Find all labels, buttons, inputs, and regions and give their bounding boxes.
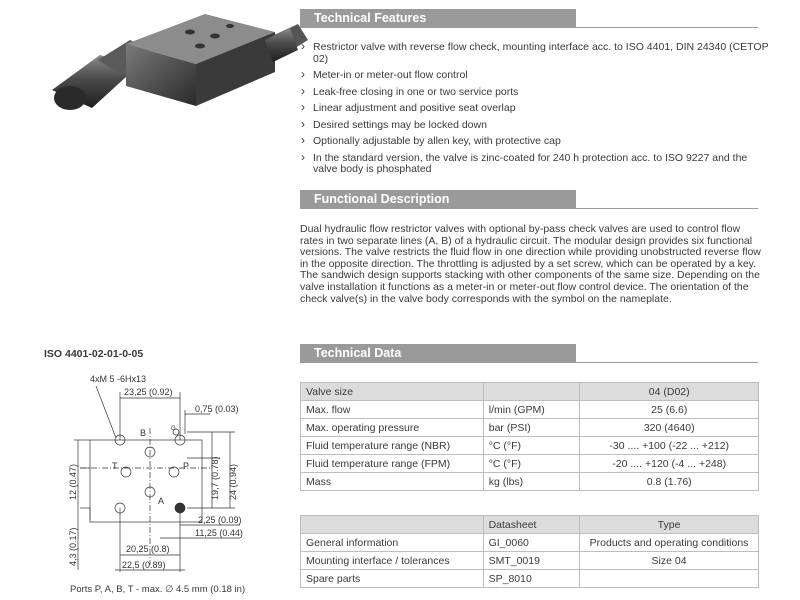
table-row — [301, 437, 759, 455]
thread-spec-label: 4xM 5 -6Hx13 — [90, 374, 147, 384]
section-rule — [576, 27, 758, 28]
table-cell: Type — [580, 516, 759, 534]
table-cell: Fluid temperature range (FPM) — [301, 455, 484, 473]
dimension-label: 23,25 (0.92) — [124, 387, 173, 397]
table-cell: GI_0060 — [483, 534, 580, 552]
table-cell — [483, 383, 580, 401]
dimension-label: 20,25 (0.8) — [126, 544, 170, 554]
table-cell: Valve size — [301, 383, 484, 401]
dimension-label: 0,75 (0.03) — [195, 404, 239, 414]
table-row — [301, 419, 759, 437]
dimension-label: 4,3 (0.17) — [68, 527, 78, 566]
dimension-label: 12 (0.47) — [68, 463, 78, 500]
table-cell: bar (PSI) — [483, 419, 580, 437]
table-cell: Max. operating pressure — [301, 419, 484, 437]
table-cell: SP_8010 — [483, 570, 580, 588]
technical-features-header: Technical Features — [300, 9, 576, 28]
iso-code-label: ISO 4401-02-01-0-05 — [44, 348, 144, 360]
table-cell: °C (°F) — [483, 437, 580, 455]
feature-item: › Linear adjustment and positive seat overlap — [300, 103, 770, 115]
ports-caption: Ports P, A, B, T - max. ∅ 4.5 mm (0.18 in) — [70, 584, 246, 595]
valve-product-image — [40, 10, 310, 120]
table-cell: l/min (GPM) — [483, 401, 580, 419]
feature-item: › Restrictor valve with reverse flow check, mounting interface acc. to ISO 4401, DIN 24340 (CETOP 02) — [300, 42, 770, 65]
table-cell: Datasheet — [483, 516, 580, 534]
dimension-label: 2,25 (0.09) — [198, 515, 242, 525]
table-row — [301, 570, 759, 588]
table-cell: Mass — [301, 473, 484, 491]
table-cell: 04 (D02) — [580, 383, 759, 401]
port-label-t: T — [112, 461, 118, 471]
port-label-p: P — [183, 461, 190, 471]
section-rule — [576, 208, 758, 209]
table-cell: -30 .... +100 (-22 ... +212) — [580, 437, 759, 455]
mounting-interface-drawing — [60, 370, 260, 582]
dimension-label: 24 (0.94) — [228, 463, 238, 500]
table-row — [301, 534, 759, 552]
table-cell: 320 (4640) — [580, 419, 759, 437]
table-cell: SMT_0019 — [483, 552, 580, 570]
feature-item: › Leak-free closing in one or two service ports — [300, 87, 770, 99]
section-rule — [576, 362, 758, 363]
table-cell: 25 (6.6) — [580, 401, 759, 419]
table-row — [301, 473, 759, 491]
datasheet-table — [300, 515, 759, 588]
table-row — [301, 401, 759, 419]
features-list — [300, 42, 770, 181]
technical-data-table — [300, 382, 759, 491]
table-cell: kg (lbs) — [483, 473, 580, 491]
feature-item: › Desired settings may be locked down — [300, 120, 770, 132]
port-label-g: G — [171, 426, 176, 432]
table-cell: General information — [301, 534, 484, 552]
table-cell: Max. flow — [301, 401, 484, 419]
table-cell: Mounting interface / tolerances — [301, 552, 484, 570]
technical-data-header: Technical Data — [300, 344, 576, 363]
dimension-label: 22,5 (0.89) — [122, 560, 166, 570]
table-cell: Products and operating conditions — [580, 534, 759, 552]
table-cell: °C (°F) — [483, 455, 580, 473]
dimension-label: 11,25 (0.44) — [195, 528, 243, 538]
feature-item: › In the standard version, the valve is zinc-coated for 240 h protection acc. to ISO 9227 and the valve body is phosphated — [300, 153, 770, 176]
table-cell: -20 .... +120 (-4 ... +248) — [580, 455, 759, 473]
functional-description-header: Functional Description — [300, 190, 576, 209]
table-row — [301, 552, 759, 570]
dimension-label: 19,7 (0.78) — [210, 456, 220, 500]
port-label-a: A — [158, 496, 165, 506]
functional-description-text: Dual hydraulic flow restrictor valves with optional by-pass check valves are used to control flow rates in two separate lines (A, B) of a hydraulic circuit. The modular design provides six functional versions. The valve restricts the fluid flow in one direction while providing unobstructed reverse flow in the opposite direction. The throttling is adjusted by a set screw, which can be operated by a key. The sandwich design supports stacking with other components of the same size. Depending on the valve installation it functions as a meter-in or meter-out flow control device. The orientation of the check valve(s) in the valve body corresponds with the symbol on the nameplate. — [300, 223, 761, 305]
table-header-row — [301, 383, 759, 401]
port-label-b: B — [140, 428, 147, 438]
feature-item: › Meter-in or meter-out flow control — [300, 70, 770, 82]
table-cell — [301, 516, 484, 534]
table-cell: Spare parts — [301, 570, 484, 588]
table-cell: Size 04 — [580, 552, 759, 570]
table-cell: 0.8 (1.76) — [580, 473, 759, 491]
table-row — [301, 455, 759, 473]
table-cell: Fluid temperature range (NBR) — [301, 437, 484, 455]
table-cell — [580, 570, 759, 588]
table-header-row — [301, 516, 759, 534]
feature-item: › Optionally adjustable by allen key, with protective cap — [300, 136, 770, 148]
